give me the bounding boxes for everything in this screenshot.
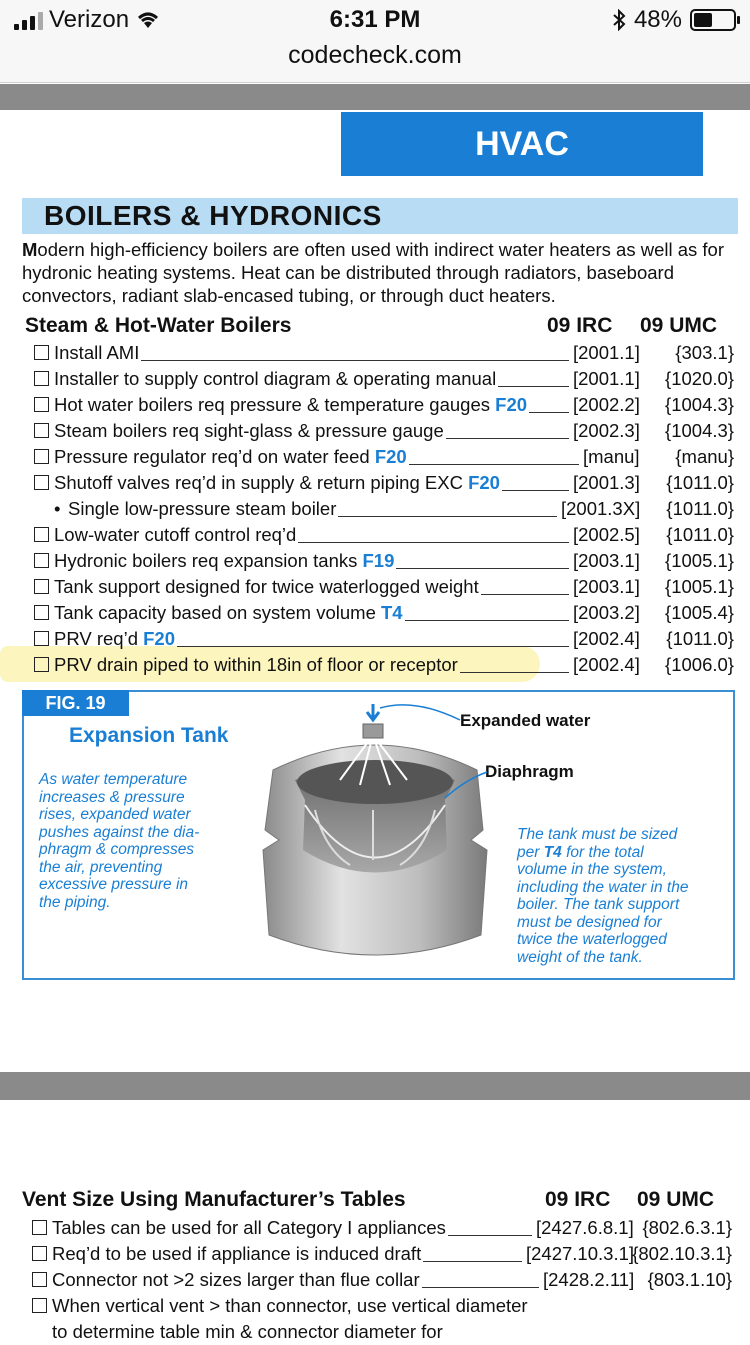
checklist-row — [32, 1215, 734, 1241]
note-line: The tank must be sized — [517, 826, 678, 843]
checklist-row — [34, 392, 736, 418]
leader-line — [405, 620, 569, 621]
checkbox[interactable] — [32, 1272, 47, 1287]
row-text — [54, 550, 394, 572]
note-line: increases & pressure — [39, 788, 185, 806]
row-text: Tables can be used for all Category I appliances — [52, 1217, 446, 1238]
vent-col-umc: 09 UMC — [637, 1188, 715, 1211]
checkbox[interactable] — [34, 579, 49, 594]
irc-ref: [2001.3] — [573, 472, 640, 493]
figure-label: FIG. 19 — [22, 690, 129, 716]
note-line: pushes against the dia- — [39, 823, 200, 841]
note-line: the piping. — [39, 893, 111, 911]
row-label: Pressure regulator req’d on water feed — [54, 446, 375, 467]
row-text — [54, 576, 479, 598]
row-text: Req’d to be used if appliance is induced draft — [52, 1243, 422, 1264]
figure-ref-link[interactable]: F20 — [143, 628, 176, 649]
leader-line — [460, 672, 569, 673]
leader-line — [298, 542, 569, 543]
url-text: codecheck.com — [288, 41, 462, 69]
checklist-row — [34, 418, 736, 444]
note-fragment: for the total — [561, 843, 644, 861]
intro-text: odern high-efficiency boilers are often used with indirect water heaters as well as for hydronic heating systems. Heat can be distributed through radiators, baseboard convectors, radiant slab-encased tubing, or through duct heaters. — [22, 239, 724, 306]
checklist-row — [34, 496, 736, 522]
irc-ref: [2001.3X] — [561, 498, 641, 519]
leader-line — [141, 360, 569, 361]
row-label: PRV drain piped to within 18in of floor or receptor — [54, 654, 458, 675]
umc-ref: {1020.0} — [665, 368, 734, 389]
note-line: including the water in the — [517, 878, 689, 896]
irc-ref: [2003.2] — [573, 602, 640, 623]
checklist-row — [32, 1293, 734, 1319]
row-text — [54, 524, 296, 546]
irc-ref: [2003.1] — [573, 550, 640, 571]
checklist-row — [34, 574, 736, 600]
row-label: Hot water boilers req pressure & temperature gauges — [54, 394, 496, 415]
checkbox[interactable] — [34, 553, 49, 568]
page-divider-top — [0, 84, 750, 110]
section-title: BOILERS & HYDRONICS — [44, 200, 382, 231]
row-text — [54, 394, 527, 416]
row-text — [54, 628, 175, 650]
checkbox[interactable] — [34, 605, 49, 620]
vent-heading: Vent Size Using Manufacturer’s Tables — [22, 1188, 406, 1211]
row-label: Hydronic boilers req expansion tanks — [54, 550, 363, 571]
checkbox[interactable] — [34, 475, 49, 490]
note-line: the air, preventing — [39, 858, 163, 876]
figure-ref-link[interactable]: F20 — [468, 472, 500, 493]
intro-paragraph — [22, 238, 744, 307]
battery-info — [612, 6, 736, 34]
umc-ref: {802.6.3.1} — [642, 1217, 732, 1238]
checklist-row — [34, 470, 736, 496]
intro-dropcap: M — [22, 239, 38, 260]
clock: 6:31 PM — [329, 6, 421, 33]
checklist-row — [32, 1319, 734, 1345]
callout-expanded-water: Expanded water — [460, 711, 591, 730]
leader-line — [498, 386, 569, 387]
row-text — [68, 498, 336, 520]
category-banner: HVAC — [341, 112, 703, 176]
row-text: When vertical vent > than connector, use vertical diameter — [52, 1295, 528, 1316]
figure-ref-link[interactable]: F20 — [374, 446, 407, 467]
callout-diaphragm: Diaphragm — [485, 762, 574, 781]
leader-line — [409, 464, 579, 465]
irc-ref: [2001.1] — [573, 368, 640, 389]
umc-ref: {1005.1} — [665, 576, 734, 597]
leader-line — [396, 568, 569, 569]
row-text — [54, 472, 500, 494]
section-header — [22, 198, 738, 234]
umc-ref: {manu} — [675, 446, 734, 467]
figure-ref-link[interactable]: T4 — [381, 602, 403, 623]
row-label: Steam boilers req sight-glass & pressure gauge — [54, 420, 444, 441]
boilers-heading: Steam & Hot-Water Boilers — [25, 314, 292, 337]
carrier-name: Verizon — [49, 6, 130, 33]
col-irc: 09 IRC — [547, 314, 613, 337]
figure-ref-link[interactable]: F20 — [495, 394, 528, 415]
note-line: phragm & compresses — [39, 841, 195, 858]
row-text: to determine table min & connector diameter for — [52, 1321, 443, 1342]
checkbox[interactable] — [34, 657, 49, 672]
note-line — [517, 844, 727, 862]
note-line: excessive pressure in — [39, 876, 189, 893]
row-label: PRV req’d — [54, 628, 144, 649]
umc-ref: {1004.3} — [665, 394, 734, 415]
umc-ref: {1005.4} — [665, 602, 734, 623]
row-text — [54, 368, 496, 390]
note-line: rises, expanded water — [39, 806, 191, 823]
battery-icon — [690, 9, 736, 31]
checkbox[interactable] — [34, 345, 49, 360]
leader-line — [177, 646, 569, 647]
row-text — [54, 420, 444, 442]
checklist-row — [34, 444, 736, 470]
leader-line — [446, 438, 569, 439]
note-line: volume in the system, — [517, 861, 667, 878]
umc-ref: {1004.3} — [665, 420, 734, 441]
row-text — [54, 602, 403, 624]
note-fragment: per — [517, 843, 544, 861]
checklist-row — [34, 522, 736, 548]
irc-ref: [2428.2.11] — [543, 1269, 635, 1290]
leader-line — [338, 516, 557, 517]
leader-line — [502, 490, 569, 491]
status-bar — [0, 0, 750, 40]
umc-ref: {1006.0} — [665, 654, 734, 675]
irc-ref: [2002.3] — [573, 420, 640, 441]
figure-note-left — [39, 771, 239, 911]
figure-ref-link[interactable]: F19 — [362, 550, 395, 571]
row-label: Install AMI — [54, 342, 140, 363]
umc-ref: {1011.0} — [666, 628, 734, 649]
irc-ref: [2002.2] — [573, 394, 640, 415]
checklist-row — [32, 1267, 734, 1293]
checklist-row — [34, 340, 736, 366]
leader-line — [481, 594, 569, 595]
checkbox[interactable] — [34, 371, 49, 386]
bluetooth-icon — [612, 9, 626, 31]
note-line: twice the waterlogged — [517, 931, 667, 948]
checkbox[interactable] — [34, 397, 49, 412]
irc-ref: [2427.10.3.1] — [526, 1243, 635, 1264]
battery-percent: 48% — [633, 6, 682, 33]
checkbox[interactable] — [32, 1298, 47, 1313]
figure-title: Expansion Tank — [69, 724, 229, 747]
leader-line — [448, 1235, 532, 1236]
note-ref: T4 — [543, 843, 562, 861]
page-divider-bottom — [0, 1072, 750, 1100]
checklist-row — [34, 626, 736, 652]
vent-col-irc: 09 IRC — [545, 1188, 611, 1211]
row-label: Tank support designed for twice waterlogged weight — [54, 576, 479, 597]
row-label: Installer to supply control diagram & operating manual — [54, 368, 497, 389]
checkbox[interactable] — [34, 527, 49, 542]
checklist-row — [32, 1241, 734, 1267]
figure-note-right — [517, 826, 727, 966]
address-bar[interactable] — [0, 40, 750, 83]
leader-line — [422, 1287, 539, 1288]
leader-line — [423, 1261, 522, 1262]
irc-ref: [2002.4] — [573, 654, 640, 675]
row-text — [54, 654, 458, 676]
irc-ref: [2002.4] — [573, 628, 640, 649]
note-line: boiler. The tank support — [517, 896, 680, 913]
note-line: must be designed for — [517, 913, 662, 931]
umc-ref: {303.1} — [675, 342, 734, 363]
checklist-row — [34, 366, 736, 392]
checkbox[interactable] — [34, 631, 49, 646]
irc-ref: [2427.6.8.1] — [536, 1217, 634, 1238]
row-text — [54, 342, 139, 364]
umc-ref: {1011.0} — [666, 498, 734, 519]
irc-ref: [manu] — [583, 446, 640, 467]
row-label: Low-water cutoff control req’d — [54, 524, 297, 545]
leader-line — [529, 412, 569, 413]
irc-ref: [2002.5] — [573, 524, 640, 545]
row-text — [54, 446, 407, 468]
umc-ref: {1011.0} — [666, 524, 734, 545]
checkbox[interactable] — [32, 1220, 47, 1235]
irc-ref: [2001.1] — [573, 342, 640, 363]
row-text: Connector not >2 sizes larger than flue collar — [52, 1269, 420, 1290]
umc-ref: {1011.0} — [666, 472, 734, 493]
irc-ref: [2003.1] — [573, 576, 640, 597]
checklist-row — [34, 600, 736, 626]
checkbox[interactable] — [34, 449, 49, 464]
checkbox[interactable] — [32, 1246, 47, 1261]
checklist-row — [34, 652, 736, 678]
bullet-icon: • — [54, 498, 61, 519]
expansion-tank-illustration — [255, 700, 495, 970]
note-line: As water temperature — [39, 771, 188, 788]
row-label: Tank capacity based on system volume — [54, 602, 381, 623]
umc-ref: {802.10.3.1} — [632, 1243, 732, 1264]
col-umc: 09 UMC — [640, 314, 718, 337]
note-line: weight of the tank. — [517, 948, 643, 966]
checklist-row — [34, 548, 736, 574]
row-label: Single low-pressure steam boiler — [68, 498, 337, 519]
checkbox[interactable] — [34, 423, 49, 438]
row-label: Shutoff valves req’d in supply & return piping EXC — [54, 472, 469, 493]
umc-ref: {1005.1} — [665, 550, 734, 571]
umc-ref: {803.1.10} — [647, 1269, 732, 1290]
